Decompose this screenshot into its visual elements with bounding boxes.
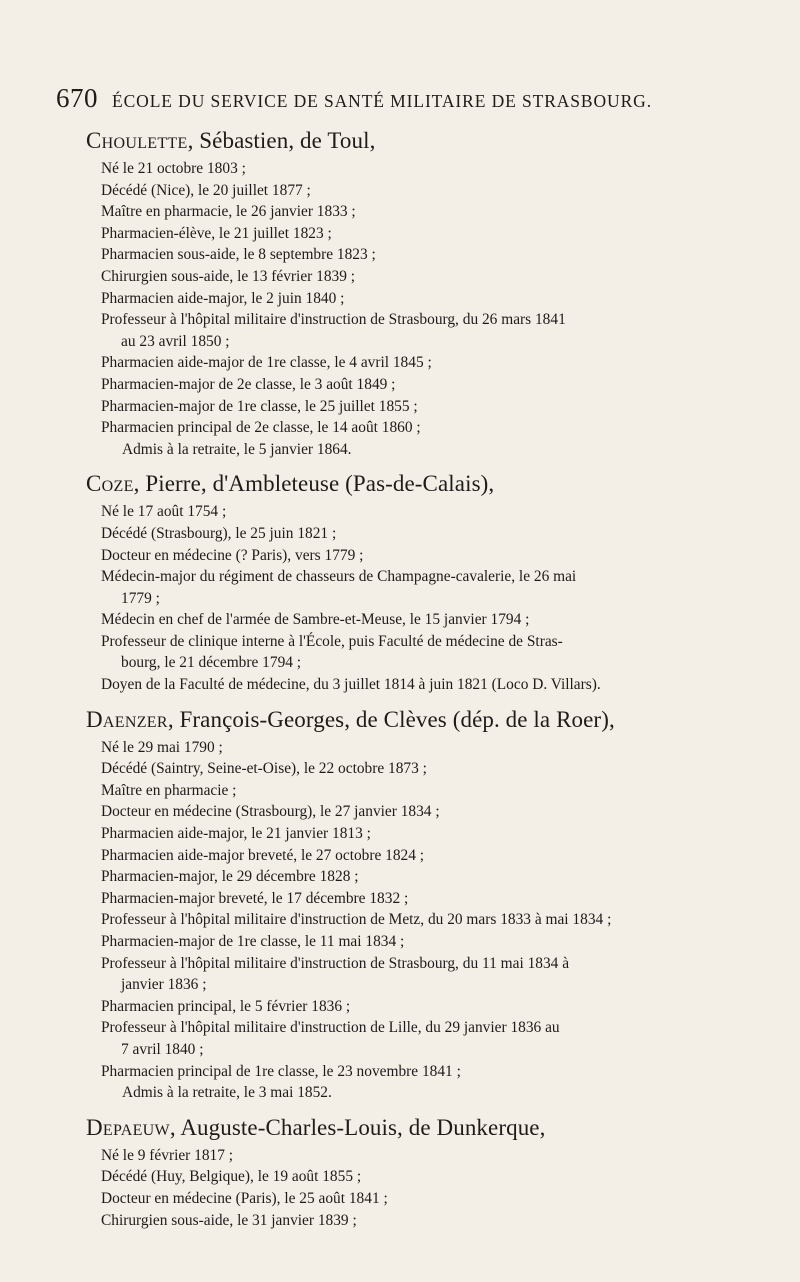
entry-heading <box>86 124 758 158</box>
career-line: Docteur en médecine (Strasbourg), le 27 janvier 1834 ; <box>101 803 440 821</box>
entry-surname: Daenzer <box>86 706 168 732</box>
career-line: Pharmacien-major breveté, le 17 décembre 1832 ; <box>101 889 409 907</box>
career-line: Pharmacien-major, le 29 décembre 1828 ; <box>101 868 359 886</box>
page-number: 670 <box>56 83 98 113</box>
entry-origin: , Pierre, d'Ambleteuse (Pas-de-Calais), <box>133 471 495 497</box>
career-line: Professeur à l'hôpital militaire d'instruction de Strasbourg, du 11 mai 1834 à <box>101 954 570 972</box>
career-line: Décédé (Nice), le 20 juillet 1877 ; <box>101 181 311 199</box>
career-line: Né le 21 octobre 1803 ; <box>101 160 246 177</box>
entry-origin: , François-Georges, de Clèves (dép. de la Roer), <box>167 706 615 732</box>
biography-entry <box>86 467 758 695</box>
career-line: Pharmacien-major de 2e classe, le 3 août 1849 ; <box>101 375 396 393</box>
entry-career-lines <box>86 1145 758 1231</box>
entry-surname: Depaeuw <box>86 1114 170 1140</box>
career-line: Doyen de la Faculté de médecine, du 3 juillet 1814 à juin 1821 (Loco D. Villars). <box>101 676 601 694</box>
entry-career-lines <box>86 737 758 1104</box>
entry-career-lines <box>86 158 758 460</box>
career-line: bourg, le 21 décembre 1794 ; <box>121 654 302 672</box>
career-line: Pharmacien-élève, le 21 juillet 1823 ; <box>101 224 332 242</box>
career-line: Médecin-major du régiment de chasseurs de Champagne-cavalerie, le 26 mai <box>101 568 577 586</box>
career-line: Chirurgien sous-aide, le 31 janvier 1839 ; <box>101 1211 357 1229</box>
career-line: Admis à la retraite, le 3 mai 1852. <box>122 1084 332 1102</box>
career-line: Décédé (Strasbourg), le 25 juin 1821 ; <box>101 524 337 542</box>
entry-surname: Choulette <box>86 128 188 153</box>
career-line: Pharmacien principal de 2e classe, le 14 août 1860 ; <box>101 419 421 437</box>
career-line: Né le 29 mai 1790 ; <box>101 738 223 756</box>
career-line: Chirurgien sous-aide, le 13 février 1839 ; <box>101 267 356 285</box>
career-line: Médecin en chef de l'armée de Sambre-et-Meuse, le 15 janvier 1794 ; <box>101 611 530 629</box>
biography-entries <box>86 124 758 1238</box>
entry-heading <box>86 703 758 737</box>
career-line: Maître en pharmacie ; <box>101 781 237 799</box>
career-line: Décédé (Saintry, Seine-et-Oise), le 22 octobre 1873 ; <box>101 760 427 778</box>
career-line: Docteur en médecine (Paris), le 25 août 1841 ; <box>101 1189 388 1207</box>
entry-origin: , Sébastien, de Toul, <box>187 128 376 153</box>
entry-heading <box>86 467 758 501</box>
career-line: Maître en pharmacie, le 26 janvier 1833 ; <box>101 203 356 221</box>
biography-entry <box>86 124 758 460</box>
career-line: 1779 ; <box>121 589 160 607</box>
entry-origin: , Auguste-Charles-Louis, de Dunkerque, <box>169 1114 546 1140</box>
biography-entry <box>86 1111 758 1231</box>
career-line: Pharmacien aide-major, le 21 janvier 1813 ; <box>101 825 371 843</box>
career-line: Né le 9 février 1817 ; <box>101 1146 234 1164</box>
career-line: au 23 avril 1850 ; <box>121 332 230 350</box>
career-line: Pharmacien aide-major breveté, le 27 octobre 1824 ; <box>101 846 425 864</box>
career-line: Né le 17 août 1754 ; <box>101 503 227 521</box>
running-title: ÉCOLE DU SERVICE DE SANTÉ MILITAIRE DE STRASBOURG. <box>112 91 652 111</box>
career-line: Admis à la retraite, le 5 janvier 1864. <box>122 440 352 458</box>
career-line: Décédé (Huy, Belgique), le 19 août 1855 ; <box>101 1168 362 1186</box>
entry-career-lines <box>86 501 758 695</box>
career-line: Professeur à l'hôpital militaire d'instruction de Metz, du 20 mars 1833 à mai 1834 ; <box>101 911 612 929</box>
entry-surname: Coze <box>86 471 134 497</box>
career-line: Pharmacien principal de 1re classe, le 23 novembre 1841 ; <box>101 1062 461 1080</box>
biography-entry <box>86 703 758 1104</box>
career-line: 7 avril 1840 ; <box>121 1040 204 1058</box>
career-line: Professeur à l'hôpital militaire d'instruction de Lille, du 29 janvier 1836 au <box>101 1019 560 1037</box>
career-line: janvier 1836 ; <box>121 976 207 994</box>
entry-heading <box>86 1111 758 1145</box>
career-line: Professeur de clinique interne à l'École, puis Faculté de médecine de Stras- <box>101 632 563 650</box>
career-line: Pharmacien-major de 1re classe, le 25 juillet 1855 ; <box>101 397 418 415</box>
career-line: Docteur en médecine (? Paris), vers 1779 ; <box>101 546 364 564</box>
career-line: Pharmacien aide-major de 1re classe, le 4 avril 1845 ; <box>101 354 432 372</box>
career-line: Professeur à l'hôpital militaire d'instruction de Strasbourg, du 26 mars 1841 <box>101 311 566 329</box>
career-line: Pharmacien aide-major, le 2 juin 1840 ; <box>101 289 345 307</box>
running-head <box>56 83 756 114</box>
career-line: Pharmacien-major de 1re classe, le 11 mai 1834 ; <box>101 933 405 950</box>
career-line: Pharmacien sous-aide, le 8 septembre 1823 ; <box>101 246 376 264</box>
career-line: Pharmacien principal, le 5 février 1836 ; <box>101 997 351 1015</box>
